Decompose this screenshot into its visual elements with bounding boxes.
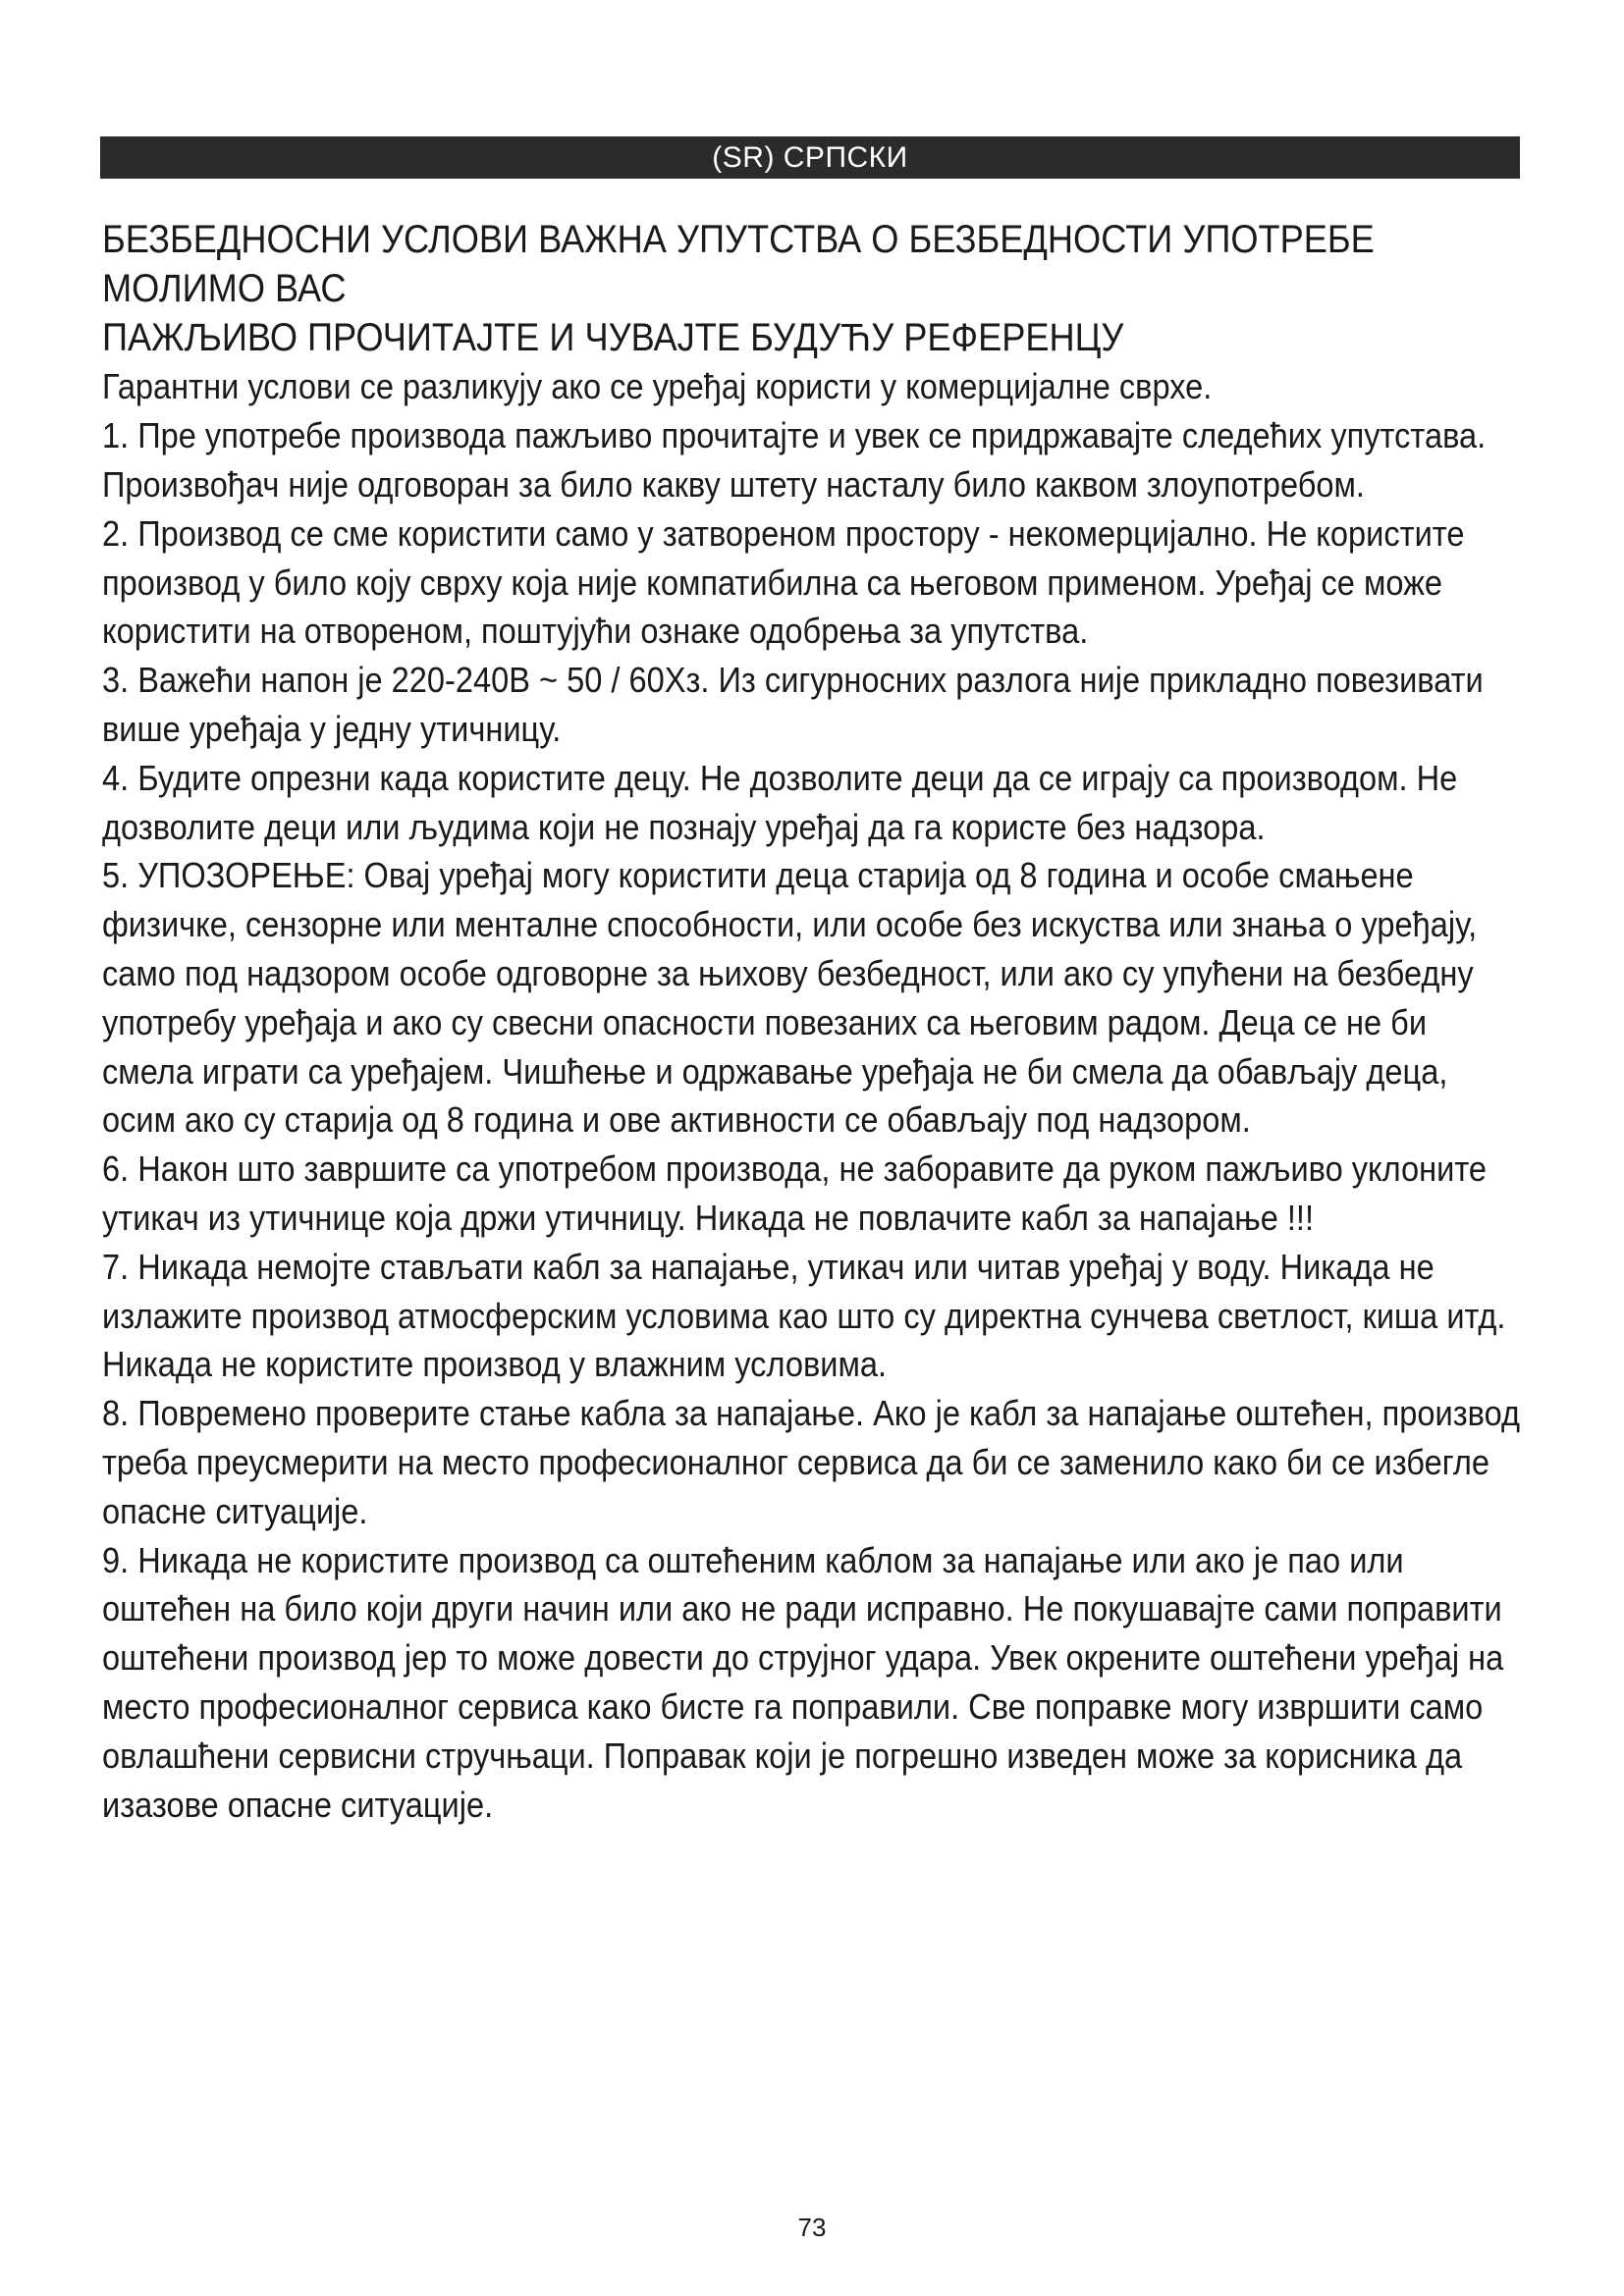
instruction-item-8: 8. Повремено проверите стање кабла за напајање. Ако је кабл за напајање оштећен, производ треба преусмерити на место професионалног сервиса да би се заменило како би се избегле опасне ситуације.	[102, 1393, 1520, 1531]
page-number: 73	[797, 2213, 827, 2242]
heading-safety-conditions: БЕЗБЕДНОСНИ УСЛОВИ ВАЖНА УПУТСТВА О БЕЗБЕДНОСТИ УПОТРЕБЕ МОЛИМО ВАС	[102, 218, 1375, 310]
warranty-intro: Гарантни услови се разликују ако се уређај користи у комерцијалне сврхе.	[102, 366, 1213, 407]
instruction-item-2: 2. Производ се сме користити само у затвореном простору - некомерцијално. Не користите производ у било коју сврху која није компатибилна са његовом применом. Уређај се може користити на отвореном, поштујући ознаке одобрења за упутства.	[102, 512, 1465, 652]
heading-read-carefully: ПАЖЉИВО ПРОЧИТАЈТЕ И ЧУВАЈТЕ БУДУЋУ РЕФЕРЕНЦУ	[102, 315, 1124, 359]
instruction-item-4: 4. Будите опрезни када користите децу. Не дозволите деци да се играју са производом. Не дозволите деци или људима који не познају уређај да га користе без надзора.	[102, 757, 1458, 847]
instruction-item-6: 6. Након што завршите са употребом производа, не заборавите да руком пажљиво уклоните утикач из утичнице која држи утичницу. Никада не повлачите кабл за напајање !!!	[102, 1148, 1488, 1238]
instruction-item-3: 3. Важећи напон је 220-240В ~ 50 / 60Хз. Из сигурносних разлога није прикладно повезивати више уређаја у једну утичницу.	[102, 660, 1484, 749]
instruction-item-1: 1. Пре употребе производа пажљиво прочитајте и увек се придржавајте следећих упутстава. Произвођач није одговоран за било какву штету насталу било каквом злоупотребом.	[102, 415, 1487, 505]
safety-instructions	[102, 216, 1520, 1829]
language-header-bar: (SR) СРПСКИ	[100, 136, 1520, 179]
instruction-item-9: 9. Никада не користите производ са оштећеним каблом за напајање или ако је пао или оштећен на било који други начин или ако не ради исправно. Не покушавајте сами поправити оштећени производ јер то може довести до струјног удара. Увек окрените оштећени уређај на место професионалног сервиса како бисте га поправили. Све поправке могу извршити само овлашћени сервисни стручњаци. Поправак који је погрешно изведен може за корисника да изазове опасне ситуације.	[102, 1539, 1504, 1825]
instruction-item-7: 7. Никада немојте стављати кабл за напајање, утикач или читав уређај у воду. Никада не излажите производ атмосферским условима као што су директна сунчева светлост, киша итд. Никада не користите производ у влажним условима.	[102, 1246, 1506, 1385]
instruction-item-5: 5. УПОЗОРЕЊЕ: Овај уређај могу користити деца старија од 8 година и особе смањене физичке, сензорне или менталне способности, или особе без искуства или знања о уређају, само под надзором особе одговорне за њихову безбедност, или ако су упућени на безбедну употребу уређаја и ако су свесни опасности повезаних са његовим радом. Деца се не би смела играти са уређајем. Чишћење и одржавање уређаја не би смела да обављају деца, осим ако су старија од 8 година и ове активности се обављају под надзором.	[102, 855, 1478, 1141]
